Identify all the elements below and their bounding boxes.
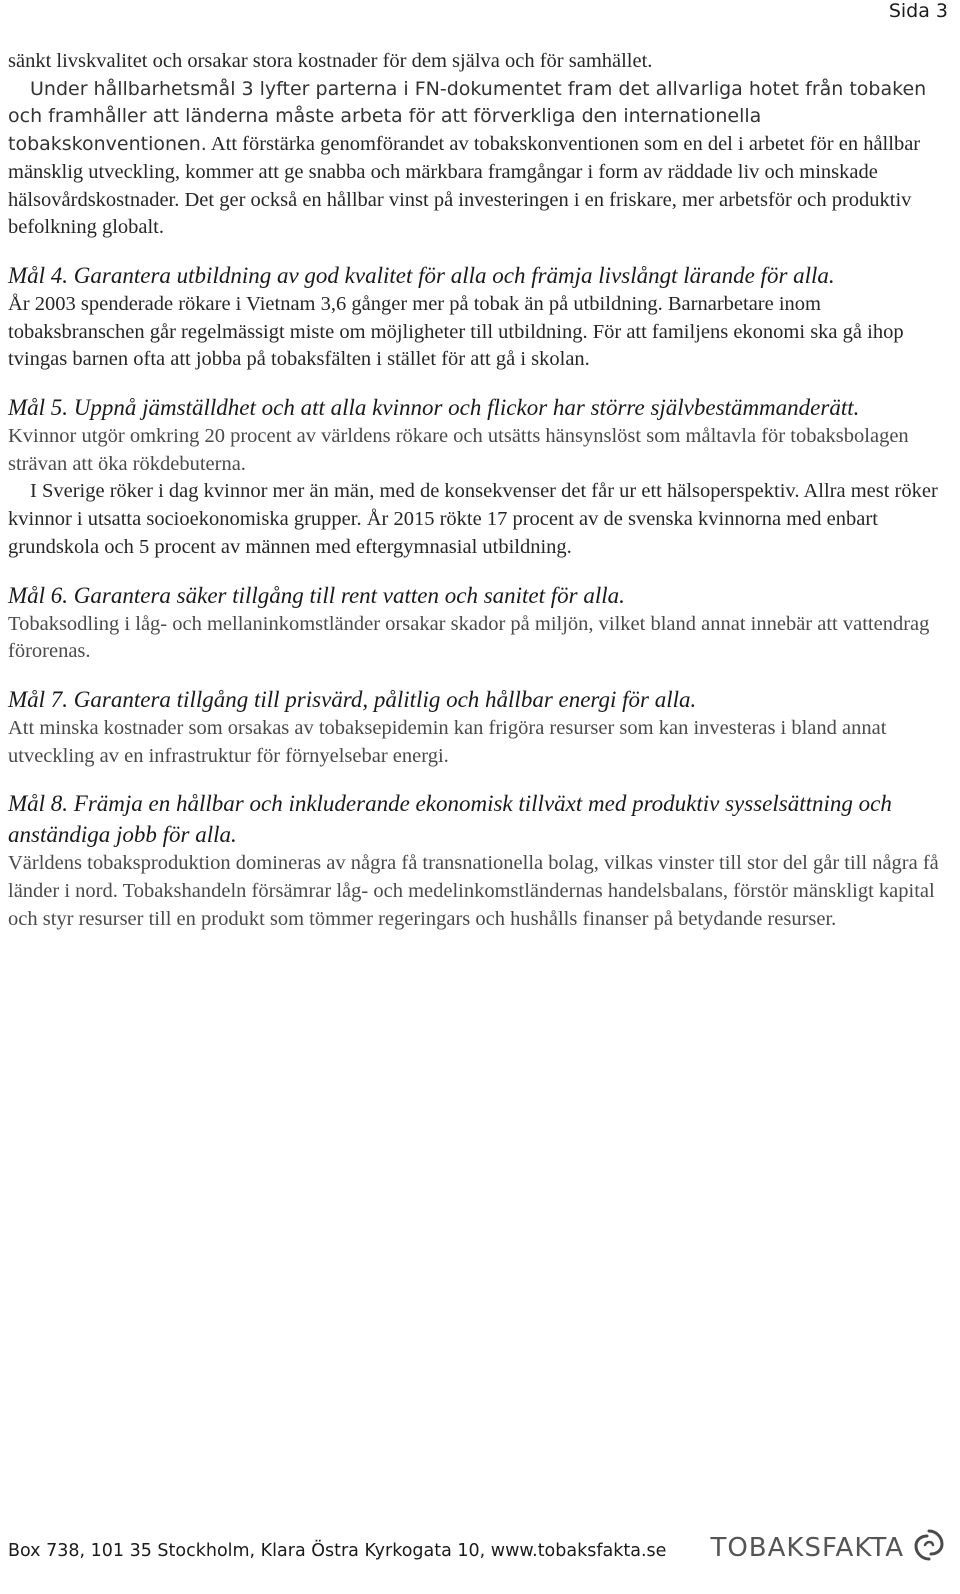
- intro-paragraph-sans: Under hållbarhetsmål 3 lyfter parterna i FN-dokumentet fram det allvarliga hotet från tobaken och framhåller att länderna måste arbeta för att förverkliga den internationella tobakskonventionen.: [8, 77, 927, 156]
- goal-7-heading: Mål 7. Garantera tillgång till prisvärd, pålitlig och hållbar energi för alla.: [8, 686, 697, 712]
- logo-text: TOBAKSFAKTA: [710, 1532, 904, 1563]
- goal-4-body: År 2003 spenderade rökare i Vietnam 3,6 gånger mer på tobak än på utbildning. Barnarbetare inom tobaksbranschen går regelmässigt miste om möjligheter till utbildning. För att familjens ekonomi ska gå ihop tvingas barnen ofta att jobba på tobaksfälten i stället för att gå i skolan.: [8, 292, 904, 371]
- goal-5-body: Kvinnor utgör omkring 20 procent av världens rökare och utsätts hänsynslöst som måltavla för tobaksbolagen strävan att öka rökdebuterna.: [8, 425, 909, 475]
- goal-6-section: [8, 580, 943, 666]
- page-number: Sida 3: [888, 0, 948, 22]
- goal-4-heading: Mål 4. Garantera utbildning av god kvalitet för alla och främja livslångt lärande för alla.: [8, 262, 835, 288]
- goal-6-heading: Mål 6. Garantera säker tillgång till rent vatten och sanitet för alla.: [8, 582, 625, 608]
- goal-5-body-2: I Sverige röker i dag kvinnor mer än män, med de konsekvenser det får ur ett hälsoperspektiv. Allra mest röker kvinnor i utsatta socioekonomiska grupper. År 2015 rökte 17 procent av de svenska kvinnorna med enbart grundskola och 5 procent av männen med eftergymnasial utbildning.: [8, 480, 938, 558]
- leaf-swirl-icon: [912, 1528, 946, 1567]
- goal-8-body: Världens tobaksproduktion domineras av några få transnationella bolag, vilkas vinster till stor del går till några få länder i nord. Tobakshandeln försämrar låg- och medelinkomstländernas handelsbalans, förstör mänskligt kapital och styr resurser till en produkt som tömmer regeringars och hushålls finanser på betydande resurser.: [8, 852, 939, 930]
- goal-7-body: Att minska kostnader som orsakas av tobaksepidemin kan frigöra resurser som kan investeras i bland annat utveckling av en infrastruktur för förnyelsebar energi.: [8, 716, 887, 767]
- footer-address: Box 738, 101 35 Stockholm, Klara Östra Kyrkogata 10, www.tobaksfakta.se: [8, 1541, 667, 1561]
- goal-7-section: [8, 684, 943, 770]
- intro-line: sänkt livskvalitet och orsakar stora kostnader för dem själva och för samhället.: [8, 50, 653, 72]
- document-body: [8, 48, 943, 933]
- goal-5-heading: Mål 5. Uppnå jämställdhet och att alla kvinnor och flickor har större självbestämmanderätt.: [8, 395, 860, 421]
- goal-8-section: [8, 788, 943, 933]
- intro-paragraph: [8, 76, 943, 242]
- footer-logo: [710, 1528, 946, 1567]
- intro-paragraph-serif: Att förstärka genomförandet av tobakskonventionen som en del i arbetet för en hållbar mänsklig utveckling, kommer att ge snabba och märkbara framgångar i form av räddade liv och minskade hälsovårdskostnader. Det ger också en hållbar vinst på investeringen i en friskare, mer arbetsför och produktiv befolkning globalt.: [8, 133, 921, 239]
- goal-8-heading: Mål 8. Främja en hållbar och inkluderande ekonomisk tillväxt med produktiv sysselsättning och anständiga jobb för alla.: [8, 791, 892, 848]
- goal-6-body: Tobaksodling i låg- och mellaninkomstländer orsakar skador på miljön, vilket bland annat innebär att vattendrag förorenas.: [8, 612, 930, 663]
- goal-5-section: [8, 392, 943, 562]
- goal-4-section: [8, 260, 943, 374]
